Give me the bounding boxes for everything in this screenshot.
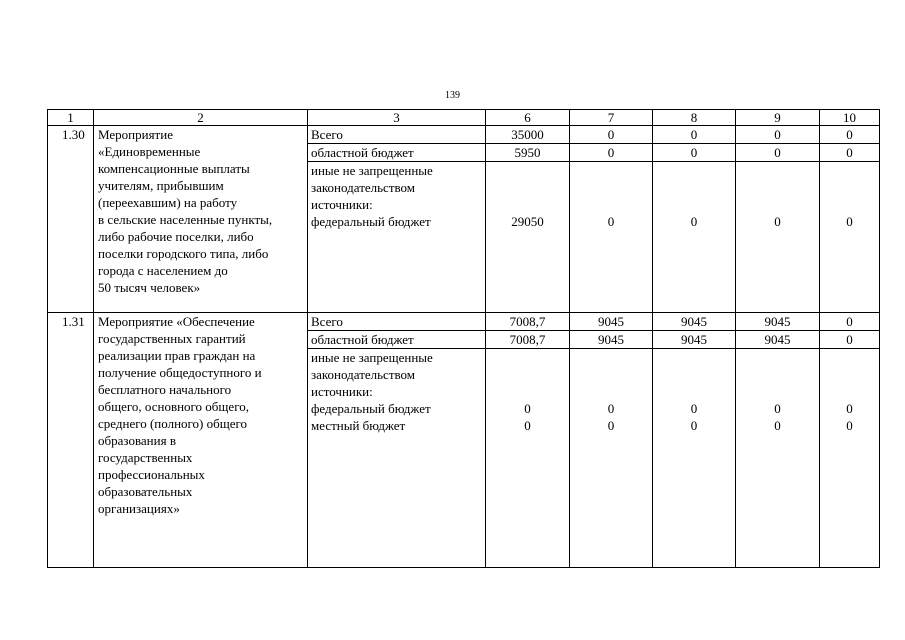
funding-source-label: иные не запрещенные законодательством источники: федеральный бюджет местный бюджет	[308, 349, 486, 568]
column-header: 6	[486, 110, 570, 126]
funding-source-label: иные не запрещенные законодательством источники: федеральный бюджет	[308, 162, 486, 313]
value-cell: 5950	[486, 144, 570, 162]
value-cell: 7008,7	[486, 331, 570, 349]
value-cell: 9045	[570, 331, 653, 349]
column-header: 1	[48, 110, 94, 126]
value-cell: 0	[736, 162, 820, 313]
value-cell: 0	[653, 162, 736, 313]
value-cell: 0	[653, 144, 736, 162]
value-cell: 9045	[653, 331, 736, 349]
value-cell: 0	[736, 144, 820, 162]
value-cell: 0	[820, 331, 880, 349]
value-cell: 0	[653, 126, 736, 144]
value-cell: 0 0	[820, 349, 880, 568]
value-cell: 7008,7	[486, 313, 570, 331]
column-header: 7	[570, 110, 653, 126]
value-cell: 0	[820, 144, 880, 162]
value-cell: 0	[570, 126, 653, 144]
column-header: 2	[94, 110, 308, 126]
value-cell: 9045	[570, 313, 653, 331]
row-description: Мероприятие «Единовременные компенсационные выплаты учителям, прибывшим (переехавшим) на работу в сельские населенные пункты, либо рабочие поселки, либо поселки городского типа, либо города с населением до 50 тысяч человек»	[94, 126, 308, 313]
value-cell: 0 0	[570, 349, 653, 568]
value-cell: 0	[570, 144, 653, 162]
value-cell: 29050	[486, 162, 570, 313]
row-index: 1.30	[48, 126, 94, 313]
value-cell: 0	[736, 126, 820, 144]
funding-source-label: областной бюджет	[308, 331, 486, 349]
page-number: 139	[445, 90, 460, 101]
table-row	[48, 313, 880, 331]
row-description: Мероприятие «Обеспечение государственных гарантий реализации прав граждан на получение общедоступного и бесплатного начального общего, основного общего, среднего (полного) общего образования в государственных профессиональных образовательных организациях»	[94, 313, 308, 568]
value-cell: 9045	[736, 331, 820, 349]
value-cell: 35000	[486, 126, 570, 144]
table-row	[48, 126, 880, 144]
funding-source-label: Всего	[308, 313, 486, 331]
funding-source-label: областной бюджет	[308, 144, 486, 162]
value-cell: 0	[570, 162, 653, 313]
value-cell: 9045	[653, 313, 736, 331]
column-header: 10	[820, 110, 880, 126]
column-header: 8	[653, 110, 736, 126]
column-header: 9	[736, 110, 820, 126]
value-cell: 0	[820, 162, 880, 313]
value-cell: 0	[820, 126, 880, 144]
value-cell: 0	[820, 313, 880, 331]
header-row	[48, 110, 880, 126]
value-cell: 0 0	[736, 349, 820, 568]
value-cell: 9045	[736, 313, 820, 331]
column-header: 3	[308, 110, 486, 126]
budget-table	[47, 109, 880, 568]
value-cell: 0 0	[486, 349, 570, 568]
value-cell: 0 0	[653, 349, 736, 568]
row-index: 1.31	[48, 313, 94, 568]
funding-source-label: Всего	[308, 126, 486, 144]
